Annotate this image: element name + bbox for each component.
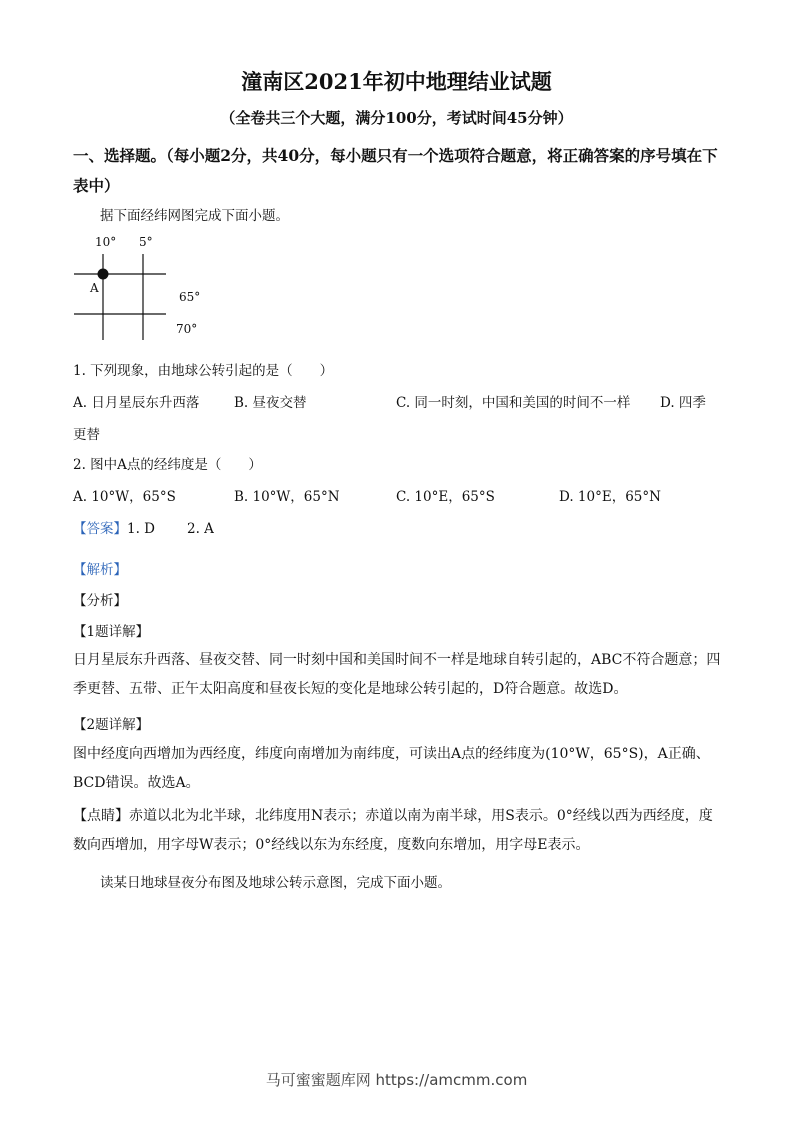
lon-label-10: 10° — [95, 235, 117, 249]
question-1-stem: 1. 下列现象，由地球公转引起的是（ ） — [73, 363, 334, 379]
question-2-stem: 2. 图中A点的经纬度是（ ） — [73, 457, 262, 473]
lat-lon-grid — [68, 232, 218, 344]
intro-text-1: 据下面经纬网图完成下面小题。 — [100, 208, 289, 224]
question-2-option-a: A. 10°W，65°S — [73, 489, 176, 505]
question-1-option-c: C. 同一时刻，中国和美国的时间不一样 — [396, 395, 631, 411]
analysis-label: 【解析】 — [73, 562, 127, 578]
q2-detail-label: 【2题详解】 — [73, 717, 150, 733]
answer-label: 【答案】 — [73, 521, 127, 537]
question-2-option-b: B. 10°W，65°N — [234, 489, 340, 505]
question-1-option-d: D. 四季 — [660, 395, 706, 411]
question-1-option-b: B. 昼夜交替 — [234, 395, 307, 411]
tip-paragraph — [73, 802, 723, 860]
question-2-option-d: D. 10°E，65°N — [559, 489, 661, 505]
footer-watermark: 马可蜜蜜题库网 https://amcmm.com — [265, 1071, 528, 1089]
question-2-option-c: C. 10°E，65°S — [396, 489, 495, 505]
answer-2: 2. A — [187, 521, 214, 537]
question-1-option-d-wrap: 更替 — [73, 427, 100, 443]
point-a-label: A — [90, 281, 99, 295]
lat-label-70: 70° — [176, 322, 198, 336]
answer-line — [73, 517, 214, 537]
q2-detail-text: 图中经度向西增加为西经度，纬度向南增加为南纬度，可读出A点的经纬度为(10°W，65°S)，A正确、BCD错误。故选A。 — [73, 746, 710, 791]
question-1-option-a: A. 日月星辰东升西落 — [73, 395, 200, 411]
lon-label-5: 5° — [139, 235, 153, 249]
fenxi-label: 【分析】 — [73, 593, 127, 609]
tip-label: 【点睛】 — [73, 808, 129, 824]
tip-text: 赤道以北为北半球，北纬度用N表示；赤道以南为南半球，用S表示。0°经线以西为西经度，度数向西增加，用字母W表示；0°经线以东为东经度，度数向东增加，用字母E表示。 — [73, 808, 713, 853]
intro-text-2: 读某日地球昼夜分布图及地球公转示意图，完成下面小题。 — [100, 875, 451, 891]
section-heading: 一、选择题。（每小题2分，共40分，每小题只有一个选项符合题意，将正确答案的序号填在下表中） — [73, 146, 718, 195]
page-title: 潼南区2021年初中地理结业试题 — [241, 69, 552, 94]
q1-detail-text: 日月星辰东升西落、昼夜交替、同一时刻中国和美国时间不一样是地球自转引起的，ABC不符合题意；四季更替、五带、正午太阳高度和昼夜长短的变化是地球公转引起的，D符合题意。故选D。 — [73, 652, 721, 697]
exam-info: （全卷共三个大题，满分100分，考试时间45分钟） — [220, 109, 573, 127]
lat-label-65: 65° — [179, 290, 201, 304]
q1-detail-label: 【1题详解】 — [73, 624, 150, 640]
answer-1: 1. D — [127, 521, 155, 537]
point-a-marker — [98, 269, 109, 280]
